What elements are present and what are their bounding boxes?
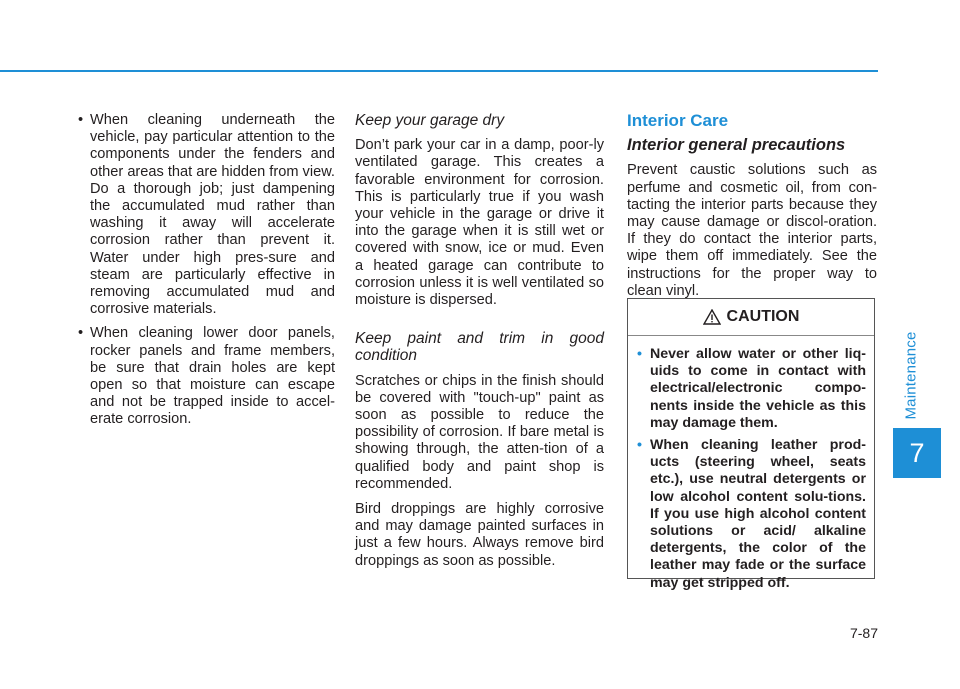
heading-interior-precautions: Interior general precautions <box>627 136 846 155</box>
cleaning-bullet-list <box>76 112 335 429</box>
chapter-side-label: Maintenance <box>902 330 920 420</box>
caution-body <box>628 336 874 592</box>
caution-bullet-list <box>636 346 866 592</box>
list-item: • When cleaning leather prod-ucts (steering wheel, seats etc.), use neutral detergents or low alcohol content solu-tions. If you use high alcohol content solutions or acid/ alkaline detergents, the color of the leather may fade or the surface may get stripped off. <box>636 437 866 592</box>
chapter-tab <box>893 428 941 478</box>
column-middle <box>355 112 604 578</box>
list-item: • Never allow water or other liq-uids to come in contact with electrical/electronic compo-nents inside the vehicle as this may damage them. <box>636 346 866 432</box>
paragraph-caustic: Prevent caustic solutions such as perfume and cosmetic oil, from con-tacting the interior parts because they may cause damage or discol-oration. If they do contact the interior parts, wipe them off immediately. See the instructions for the proper way to clean vinyl. <box>627 162 877 299</box>
page-number: 7-87 <box>849 625 878 641</box>
column-left <box>76 112 335 436</box>
list-item: • When cleaning underneath the vehicle, pay particular attention to the components under the fenders and other areas that are hidden from view. Do a thorough job; just dampening the accumulated mud rather than washing it away will accelerate corrosion rather than prevent it. Water under high pres-sure and steam are particularly effective in removing accumulated mud and corrosive materials. <box>76 112 335 318</box>
header-rule <box>0 70 878 72</box>
list-item: • When cleaning lower door panels, rocker panels and frame members, be sure that drain holes are kept open so that moisture can escape and not be trapped inside to accel-erate corrosion. <box>76 325 335 428</box>
paragraph-scratches: Scratches or chips in the finish should be covered with "touch-up" paint as soon as possible to reduce the possibility of corrosion. If bare metal is showing through, the atten-tion of a qualified body and paint shop is recommended. <box>355 372 604 492</box>
chapter-number: 7 <box>909 437 925 468</box>
caution-title: CAUTION <box>726 308 800 325</box>
caution-header <box>628 299 874 336</box>
paragraph-garage: Don’t park your car in a damp, poor-ly ventilated garage. This creates a favorable environment for corrosion. This is particularly true if you wash your vehicle in the garage or drive it into the garage when it is still wet or covered with snow, ice or mud. Even a heated garage can contribute to corrosion unless it is well ventilated so moisture is dispersed. <box>355 137 604 309</box>
warning-triangle-icon <box>703 309 721 325</box>
paragraph-bird-droppings: Bird droppings are highly corrosive and may damage painted surfaces in just a few hours. Always remove bird droppings as soon as possible. <box>355 501 604 569</box>
heading-garage-dry: Keep your garage dry <box>355 112 505 129</box>
heading-paint-trim: Keep paint and trim in good condition <box>355 330 604 365</box>
column-right <box>627 112 877 308</box>
section-title-interior-care: Interior Care <box>627 111 729 130</box>
caution-box <box>627 298 875 591</box>
